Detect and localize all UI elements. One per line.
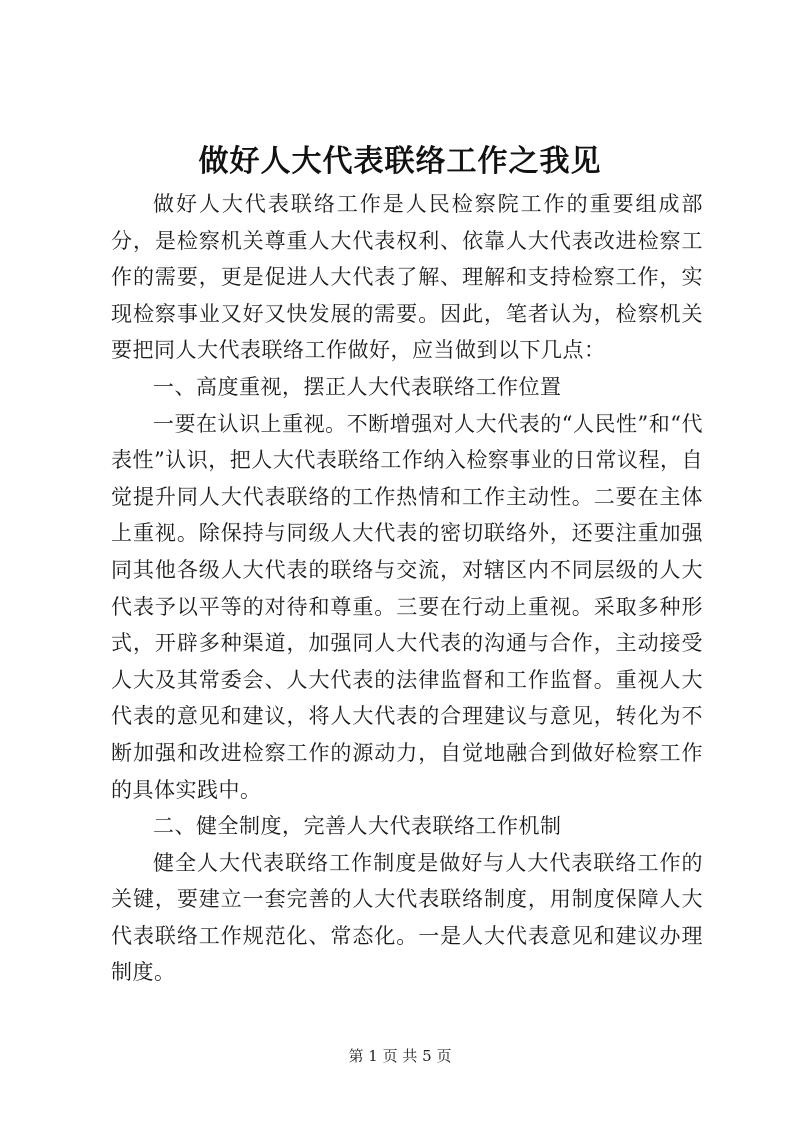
section-heading-1: 一、高度重视，摆正人大代表联络工作位置 [153, 374, 562, 399]
page-number-footer: 第 1 页 共 5 页 [348, 1047, 452, 1065]
document-body [111, 186, 703, 991]
paragraph-section-1: 一要在认识上重视。不断增强对人大代表的“人民性”和“代表性”认识，把人大代表联络工作纳入检察事业的日常议程，自觉提升同人大代表联络的工作热情和工作主动性。二要在主体上重视。除保持与同级人大代表的密切联络外，还要注重加强同其他各级人大代表的联络与交流，对辖区内不同层级的人大代表予以平等的对待和尊重。三要在行动上重视。采取多种形式，开辟多种渠道，加强同人大代表的沟通与合作，主动接受人大及其常委会、人大代表的法律监督和工作监督。重视人大代表的意见和建议，将人大代表的合理建议与意见，转化为不断加强和改进检察工作的源动力，自觉地融合到做好检察工作的具体实践中。 [111, 411, 703, 802]
paragraph-section-2: 健全人大代表联络工作制度是做好与人大代表联络工作的关键，要建立一套完善的人大代表联络制度，用制度保障人大代表联络工作规范化、常态化。一是人大代表意见和建议办理制度。 [111, 850, 703, 985]
section-heading-2: 二、健全制度，完善人大代表联络工作机制 [153, 814, 562, 839]
document-title: 做好人大代表联络工作之我见 [198, 144, 602, 179]
paragraph-intro: 做好人大代表联络工作是人民检察院工作的重要组成部分，是检察机关尊重人大代表权利、依靠人大代表改进检察工作的需要，更是促进人大代表了解、理解和支持检察工作，实现检察事业又好又快发展的需要。因此，笔者认为，检察机关要把同人大代表联络工作做好，应当做到以下几点： [111, 192, 703, 363]
